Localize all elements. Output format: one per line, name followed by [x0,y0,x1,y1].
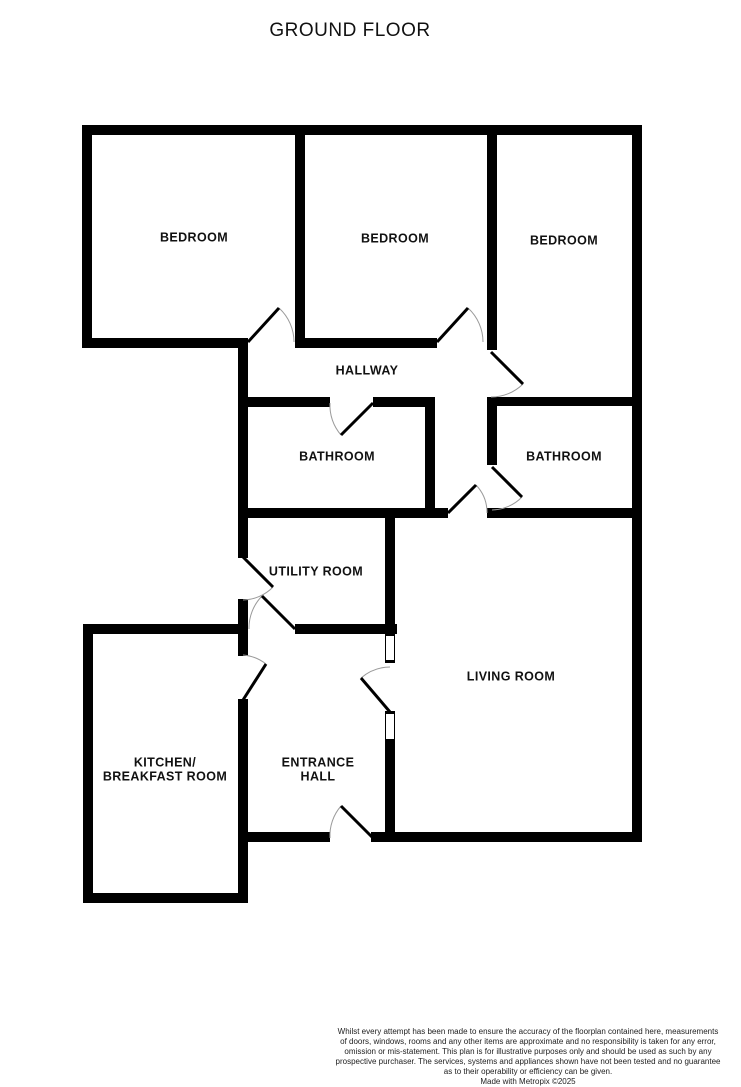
room-label-kitchen-line-2: BREAKFAST ROOM [102,769,228,783]
door-leaf [361,678,390,712]
door-arc [476,485,487,513]
room-label-bedroom-3: BEDROOM [529,233,599,248]
room-label-entrance-line-2: HALL [300,769,336,783]
door-leaf [262,596,295,629]
room-label-bedroom-2: BEDROOM [360,231,430,246]
room-label-living-room: LIVING ROOM [466,669,556,684]
door-arc [361,667,390,678]
door-leaf [341,806,373,838]
door-leaf [491,352,523,384]
door-arc [249,596,262,629]
door-arc [468,308,483,342]
page-title: GROUND FLOOR [269,20,431,41]
room-label-hallway: HALLWAY [335,363,399,378]
door-leaf [243,664,266,700]
room-label-kitchen [103,757,227,784]
disclaimer-line: of doors, windows, rooms and any other items are approximate and no responsibility is taken for any error, [340,1037,716,1046]
room-label-kitchen-line-1: KITCHEN/ [133,755,197,770]
disclaimer-credit: Made with Metropix ©2025 [480,1077,576,1086]
room-label-bedroom-1: BEDROOM [159,230,229,245]
door-leaf [248,308,279,342]
room-label-bathroom-2: BATHROOM [526,449,602,464]
door-arc [243,655,266,664]
door-leaf [492,467,522,497]
disclaimer-line: omission or mis-statement. This plan is for illustrative purposes only and should be used as such by any [344,1047,712,1056]
door-arc [492,497,522,510]
disclaimer-line: as to their operability or efficiency can be given. [443,1067,613,1076]
room-label-bathroom-1: BATHROOM [299,449,375,464]
door-leaf [448,485,476,513]
disclaimer-line: prospective purchaser. The services, systems and appliances shown have not been tested and no guarantee [335,1057,721,1066]
room-label-entrance-hall [282,757,355,784]
disclaimer-line: Whilst every attempt has been made to ensure the accuracy of the floorplan contained here, measurements [337,1027,719,1036]
door-arc [330,403,341,435]
room-label-entrance-line-1: ENTRANCE [281,755,355,770]
door-arc [279,308,294,342]
door-arc [330,806,341,838]
door-arc [491,384,523,397]
door-leaf [341,403,373,435]
door-arc [243,587,273,600]
door-leaf [437,308,468,342]
room-label-utility-room: UTILITY ROOM [268,564,364,579]
disclaimer [332,1027,724,1087]
